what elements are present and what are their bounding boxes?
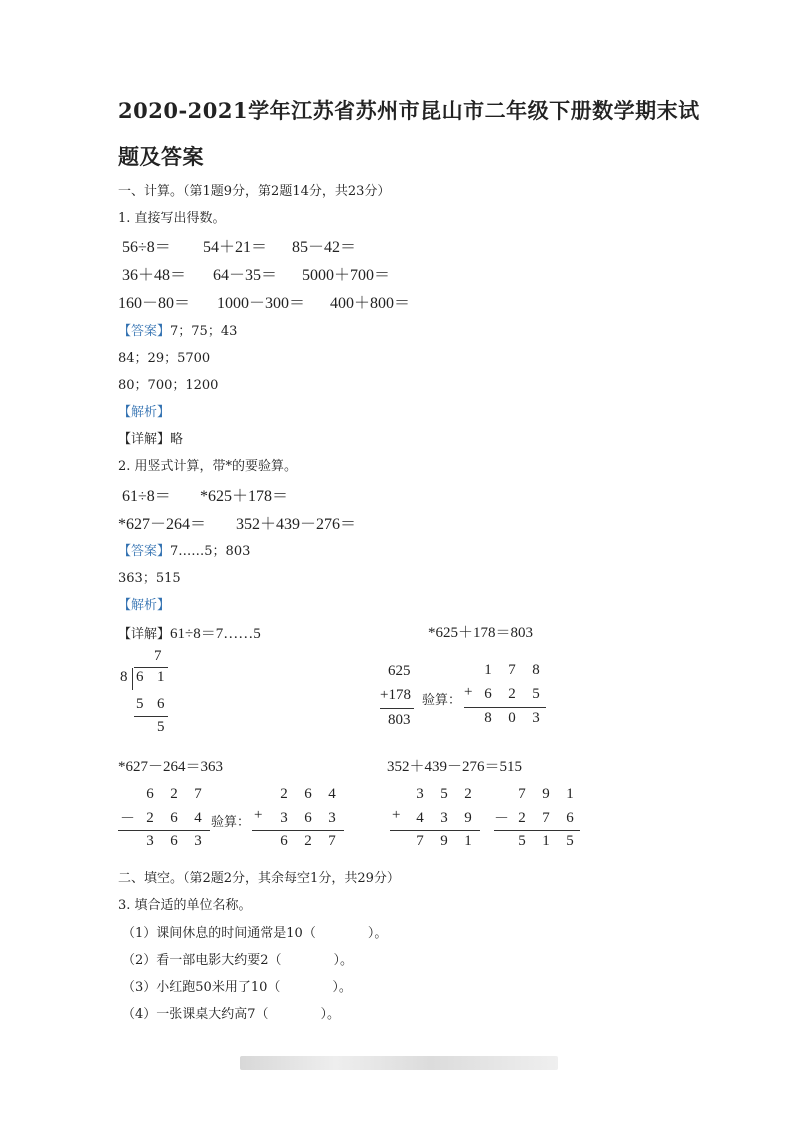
check-result-row <box>272 829 344 853</box>
product-digit: 6 <box>157 696 165 712</box>
expression: 85－42＝ <box>292 239 357 256</box>
analysis-tag: 【解析】 <box>118 598 171 613</box>
blurred-footer-watermark <box>240 1056 558 1070</box>
subtrahend-row <box>510 806 582 830</box>
detail-expression: 61÷8＝7……5 <box>170 626 261 642</box>
digit: 3 <box>194 833 202 849</box>
digit: 2 <box>280 786 288 802</box>
question-prompt: 2. 用竖式计算，带*的要验算。 <box>118 459 298 474</box>
digit: 2 <box>518 810 526 826</box>
expression: 64－35＝ <box>213 267 278 284</box>
difference-row <box>510 829 582 853</box>
divisor: 8 <box>120 669 128 685</box>
division-bracket <box>132 668 133 690</box>
digit: 9 <box>440 833 448 849</box>
fill-item: （1）课间休息的时间通常是10（ ）。 <box>122 926 388 941</box>
digit: 5 <box>518 833 526 849</box>
digit: 7 <box>518 786 526 802</box>
fill-item: （4）一张课桌大约高7（ ）。 <box>122 1007 341 1022</box>
digit: 6 <box>566 810 574 826</box>
section-heading: 二、填空。（第2题2分，其余每空1分，共29分） <box>118 871 400 886</box>
digit: 5 <box>440 786 448 802</box>
check-bottom-row <box>476 682 548 706</box>
answer-line <box>118 540 250 559</box>
detail-expression: 352＋439－276＝515 <box>387 759 523 775</box>
answer-tag: 【答案】 <box>118 324 171 339</box>
detail-line <box>118 622 261 643</box>
remainder: 5 <box>157 719 165 735</box>
expression: 54＋21＝ <box>203 239 268 256</box>
digit: 3 <box>532 710 540 726</box>
minus-sign: － <box>120 811 136 827</box>
digit: 6 <box>170 833 178 849</box>
question-prompt: 3. 填合适的单位名称。 <box>118 898 252 913</box>
answer-tag: 【答案】 <box>118 544 171 559</box>
minuend-row <box>138 782 210 806</box>
digit: 3 <box>440 810 448 826</box>
dividend-digit: 6 <box>136 669 144 685</box>
quotient: 7 <box>154 648 162 664</box>
sum: 803 <box>388 712 411 728</box>
expression: 352＋439－276＝ <box>236 516 357 533</box>
section-heading: 一、计算。（第1题9分，第2题14分，共23分） <box>118 184 391 199</box>
digit: 4 <box>194 810 202 826</box>
digit: 9 <box>542 786 550 802</box>
digit: 6 <box>280 833 288 849</box>
digit: 8 <box>484 710 492 726</box>
sum-row <box>408 829 480 853</box>
addend-bottom-row <box>408 806 480 830</box>
digit: 7 <box>416 833 424 849</box>
minuend-row <box>510 782 582 806</box>
digit: 2 <box>508 686 516 702</box>
subtrahend-row <box>138 806 210 830</box>
dividend-digit: 1 <box>157 669 165 685</box>
answer-text: 363；515 <box>118 571 181 586</box>
digit: 1 <box>464 833 472 849</box>
digit: 6 <box>484 686 492 702</box>
digit: 8 <box>532 662 540 678</box>
answer-text: 80；700；1200 <box>118 378 219 393</box>
digit: 9 <box>464 810 472 826</box>
sum-line <box>380 708 414 709</box>
digit: 6 <box>146 786 154 802</box>
addend-bottom: +178 <box>380 687 411 703</box>
digit: 7 <box>508 662 516 678</box>
check-label: 验算： <box>422 693 462 708</box>
digit: 2 <box>304 833 312 849</box>
digit: 0 <box>508 710 516 726</box>
expression: *625＋178＝ <box>200 488 289 505</box>
addend-top: 625 <box>388 663 411 679</box>
digit: 1 <box>484 662 492 678</box>
digit: 6 <box>304 810 312 826</box>
fill-item: （3）小红跑50米用了10（ ）。 <box>122 980 352 995</box>
digit: 6 <box>304 786 312 802</box>
detail-text: 【详解】略 <box>118 432 184 447</box>
digit: 1 <box>542 833 550 849</box>
digit: 3 <box>280 810 288 826</box>
digit: 7 <box>542 810 550 826</box>
detail-expression: *625＋178＝803 <box>428 625 534 641</box>
plus-sign: + <box>392 807 401 823</box>
question-prompt: 1. 直接写出得数。 <box>118 211 226 226</box>
digit: 2 <box>146 810 154 826</box>
digit: 3 <box>416 786 424 802</box>
check-bottom-row <box>272 806 344 830</box>
digit: 2 <box>464 786 472 802</box>
check-top-row <box>272 782 344 806</box>
check-top-row <box>476 658 548 682</box>
page-title-continued: 题及答案 <box>118 144 204 169</box>
digit: 7 <box>194 786 202 802</box>
fill-item: （2）看一部电影大约要2（ ）。 <box>122 953 354 968</box>
detail-expression: *627－264＝363 <box>118 759 224 775</box>
expression: 56÷8＝ <box>122 239 171 256</box>
answer-text: 84；29；5700 <box>118 351 211 366</box>
expression: *627－264＝ <box>118 516 207 533</box>
addend-top-row <box>408 782 480 806</box>
check-label: 验算： <box>211 815 251 830</box>
minus-sign: － <box>494 811 510 827</box>
answer-line <box>118 320 237 339</box>
answer-text: 7；75；43 <box>170 324 238 339</box>
answer-text: 7……5；803 <box>170 544 251 559</box>
expression: 1000－300＝ <box>217 295 306 312</box>
division-line <box>134 716 168 717</box>
expression: 61÷8＝ <box>122 488 171 505</box>
digit: 5 <box>532 686 540 702</box>
digit: 5 <box>566 833 574 849</box>
digit: 1 <box>566 786 574 802</box>
division-bar <box>134 667 168 668</box>
check-sign: + <box>254 807 263 823</box>
expression: 5000＋700＝ <box>302 267 391 284</box>
digit: 7 <box>328 833 336 849</box>
digit: 6 <box>170 810 178 826</box>
product-digit: 5 <box>136 696 144 712</box>
page-title: 2020-2021学年江苏省苏州市昆山市二年级下册数学期末试 <box>118 98 700 123</box>
digit: 3 <box>146 833 154 849</box>
expression: 36＋48＝ <box>122 267 187 284</box>
check-sign: + <box>464 684 473 700</box>
detail-tag: 【详解】 <box>118 627 171 642</box>
expression: 160－80＝ <box>118 295 191 312</box>
digit: 2 <box>170 786 178 802</box>
digit: 4 <box>416 810 424 826</box>
difference-row <box>138 829 210 853</box>
digit: 4 <box>328 786 336 802</box>
digit: 3 <box>328 810 336 826</box>
expression: 400＋800＝ <box>330 295 411 312</box>
check-result-row <box>476 706 548 730</box>
analysis-tag: 【解析】 <box>118 405 171 420</box>
